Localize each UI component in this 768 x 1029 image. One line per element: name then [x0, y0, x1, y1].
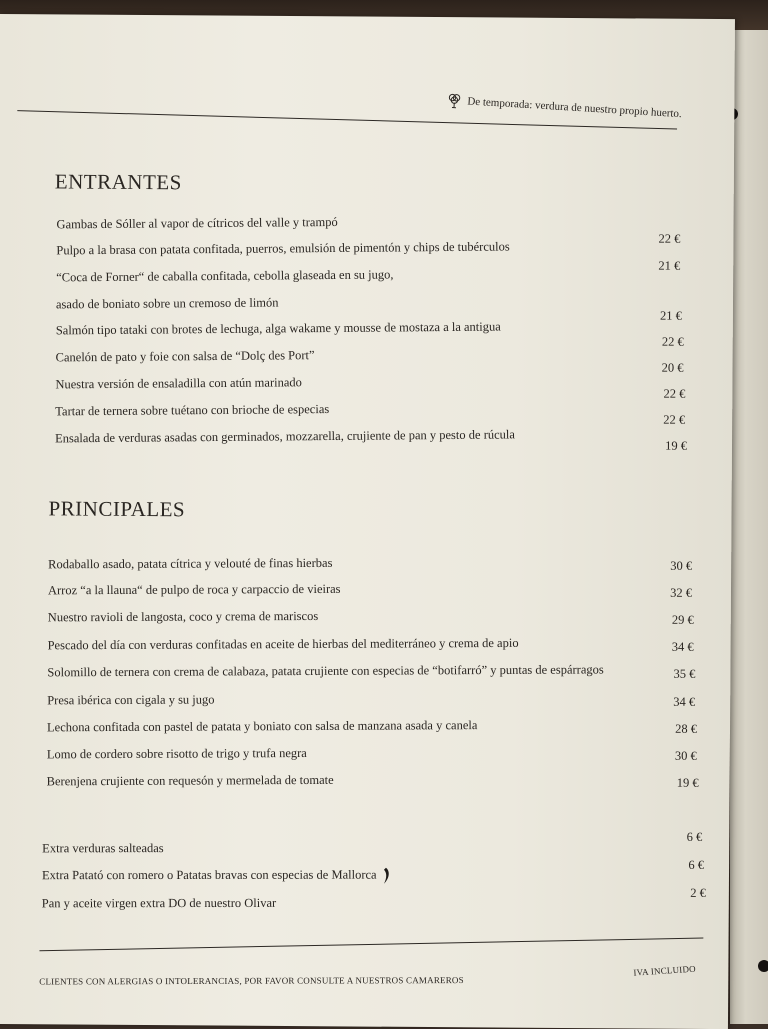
- entrantes-dish-name: Canelón de pato y foie con salsa de “Dolç des Port”: [55, 348, 315, 365]
- principales-dish-price: 28 €: [675, 721, 698, 736]
- entrantes-dish-name: Nuestra versión de ensaladilla con atún marinado: [55, 375, 302, 392]
- extras-dish-name: Pan y aceite virgen extra DO de nuestro Olivar: [41, 895, 277, 911]
- principales-dish-price: 32 €: [670, 585, 693, 600]
- entrantes-dish-price: 20 €: [661, 360, 684, 375]
- chili-pepper-icon: [381, 867, 391, 885]
- principales-dish-price: 34 €: [671, 639, 694, 654]
- principales-dish-name: Lomo de cordero sobre risotto de trigo y trufa negra: [46, 745, 307, 762]
- section-title-principales: PRINCIPALES: [48, 496, 186, 522]
- principales-dish-name: Nuestro ravioli de langosta, coco y crema de mariscos: [47, 608, 319, 625]
- allergy-note: CLIENTES CON ALERGIAS O INTOLERANCIAS, POR FAVOR CONSULTE A NUESTROS CAMAREROS: [39, 975, 464, 987]
- principales-dish-price: 19 €: [676, 775, 699, 790]
- extras-dish-price: 2 €: [690, 885, 706, 900]
- entrantes-dish-name: Tartar de ternera sobre tuétano con brioche de especias: [55, 402, 330, 419]
- next-page-edge: [730, 30, 768, 1024]
- seasonal-note-text: De temporada: verdura de nuestro propio huerto.: [467, 95, 683, 121]
- entrantes-dish-name: asado de boniato sobre un cremoso de limón: [55, 295, 279, 312]
- tax-note: IVA INCLUIDO: [633, 963, 697, 978]
- principales-dish-price: 30 €: [670, 558, 693, 573]
- extras-dish-price: 6 €: [688, 857, 705, 872]
- principales-dish-price: 34 €: [673, 694, 696, 709]
- entrantes-dish-name: “Coca de Forner“ de caballa confitada, cebolla glaseada en su jugo,: [56, 267, 394, 285]
- principales-dish-name: Berenjena crujiente con requesón y mermelada de tomate: [46, 772, 334, 789]
- entrantes-dish-price: 19 €: [665, 438, 688, 453]
- extras-dish-price: 6 €: [686, 829, 703, 844]
- entrantes-dish-price: 22 €: [658, 231, 681, 246]
- principales-dish-price: 35 €: [673, 666, 696, 681]
- section-title-entrantes: ENTRANTES: [54, 169, 182, 195]
- entrantes-dish-price: 22 €: [663, 412, 686, 427]
- principales-dish-price: 29 €: [671, 612, 694, 627]
- entrantes-dish-name: Pulpo a la brasa con patata confitada, puerros, emulsión de pimentón y chips de tubérculos: [56, 239, 510, 258]
- entrantes-dish-name: Ensalada de verduras asadas con germinados, mozzarella, crujiente de pan y pesto de rúcula: [54, 427, 515, 446]
- footer-divider: [39, 938, 703, 952]
- principales-dish-name: Presa ibérica con cigala y su jugo: [47, 692, 215, 708]
- principales-dish-name: Solomillo de ternera con crema de calabaza, patata crujiente con especias de “botifarró” y puntas de espárragos: [47, 662, 604, 680]
- entrantes-dish-price: 21 €: [659, 308, 682, 323]
- principales-dish-name: Rodaballo asado, patata cítrica y velouté de finas hierbas: [48, 555, 333, 572]
- principales-dish-price: 30 €: [674, 748, 697, 763]
- principales-dish-name: Pescado del día con verduras confitadas en aceite de hierbas del mediterráneo y crema de apio: [47, 635, 519, 653]
- entrantes-dish-price: 21 €: [658, 258, 681, 273]
- principales-dish-name: Lechona confitada con pastel de patata y boniato con salsa de manzana asada y canela: [46, 718, 478, 735]
- extras-dish-name: Extra verduras salteadas: [42, 841, 164, 856]
- binder-ring: [758, 960, 768, 972]
- extras-dish-name: Extra Patató con romero o Patatas bravas con especias de Mallorca: [42, 867, 391, 886]
- entrantes-dish-name: Gambas de Sóller al vapor de cítricos del valle y trampó: [56, 214, 338, 232]
- menu-page: [0, 14, 735, 1029]
- seasonal-note: [445, 91, 696, 124]
- entrantes-dish-price: 22 €: [663, 386, 686, 401]
- principales-dish-name: Arroz “a la llauna“ de pulpo de roca y carpaccio de vieiras: [47, 581, 341, 598]
- vegetable-icon: [445, 91, 464, 110]
- entrantes-dish-price: 22 €: [661, 334, 684, 349]
- entrantes-dish-name: Salmón tipo tataki con brotes de lechuga, alga wakame y mousse de mostaza a la antigua: [55, 319, 501, 338]
